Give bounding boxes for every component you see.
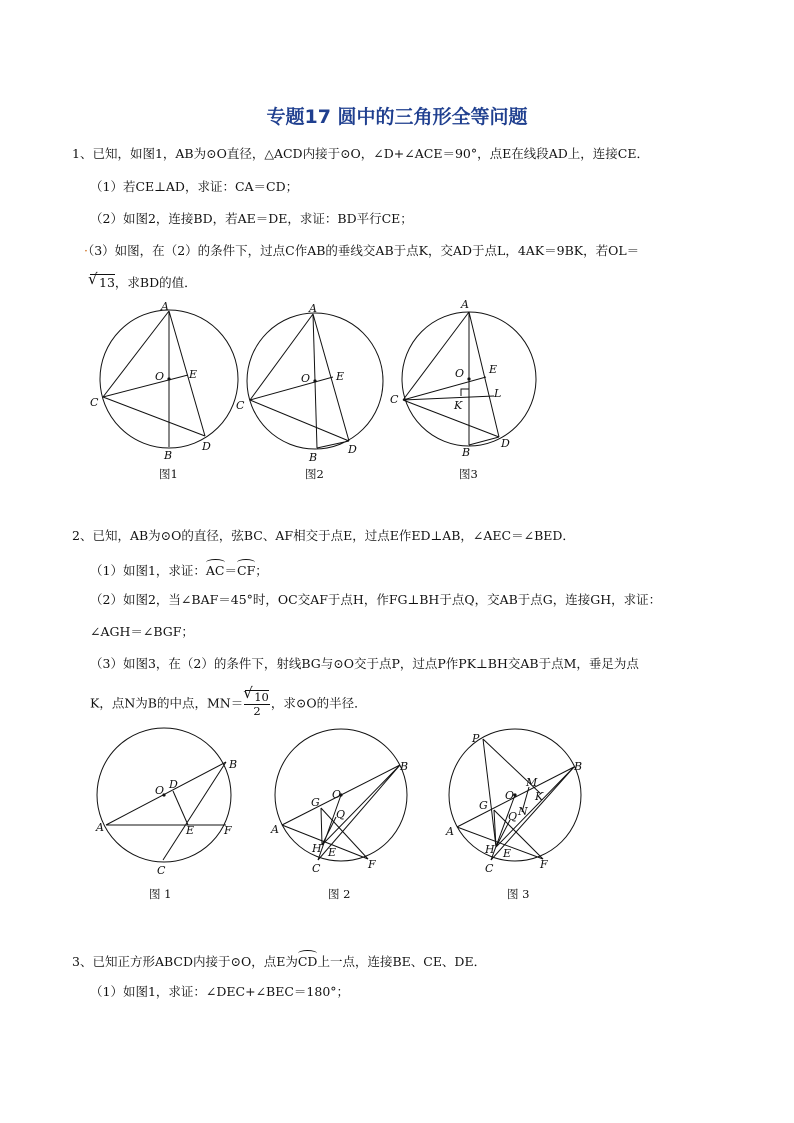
problem-2-part-2-cont: ∠AGH＝∠BGF； (90, 624, 194, 639)
label-K: K (454, 399, 463, 412)
p1-figure-1 (90, 300, 245, 485)
label-E: E (503, 847, 512, 860)
arc-CF: CF (237, 560, 255, 579)
label-C: C (90, 396, 99, 409)
label-B: B (309, 451, 318, 464)
label-H: H (312, 842, 322, 855)
label-O: O (155, 370, 165, 383)
p1-figure-2 (236, 300, 395, 485)
label-E: E (336, 370, 345, 383)
label-B: B (164, 449, 173, 462)
label-Q: Q (508, 810, 518, 823)
fraction: √ $\frac{10}{2}$ (244, 690, 270, 718)
label-O: O (155, 784, 165, 797)
edit-mark: · (84, 243, 88, 258)
label-K: K (535, 790, 544, 803)
label-C: C (390, 393, 399, 406)
label-O: O (455, 367, 465, 380)
label-A: A (271, 823, 279, 836)
label-Q: Q (336, 808, 346, 821)
arc-CD: CD (298, 951, 318, 970)
caption: 图 2 (328, 887, 351, 901)
label-A: A (96, 821, 104, 834)
label-B: B (229, 758, 238, 771)
problem-1-stem (72, 146, 649, 162)
label-F: F (540, 858, 548, 871)
label-P: P (472, 732, 480, 745)
problem-2-part-2: （2）如图2，当∠BAF＝45°时，OC交AF于点H，作FG⊥BH于点Q，交AB于点G，连接GH，求证： (90, 592, 662, 607)
label-E: E (328, 846, 337, 859)
label-F: F (224, 824, 232, 837)
caption: 图1 (159, 467, 178, 481)
problem-1-part-1: （1）若CE⊥AD，求证：CA＝CD； (90, 179, 299, 194)
caption: 图 3 (507, 887, 530, 901)
page-title: 专题17 圆中的三角形全等问题 (266, 106, 528, 128)
label-A: A (446, 825, 454, 838)
problem-1-text: 已知，如图1，AB为⊙O直径，△ACD内接于⊙O，∠D+∠ACE＝90°，点E在线段AD上，连接CE． (92, 146, 649, 161)
label-O: O (301, 372, 311, 385)
label-A: A (161, 300, 169, 313)
caption: 图 1 (149, 887, 172, 901)
label-G: G (311, 796, 320, 809)
problem-1-part-3: ·（3）如图，在（2）的条件下，过点C作AB的垂线交AB于点K，交AD于点L，4AK＝9BK，若OL＝ (84, 243, 640, 258)
label-E: E (189, 368, 198, 381)
label-E: E (186, 824, 195, 837)
problem-3-part-1: （1）如图1，求证：∠DEC+∠BEC＝180°； (90, 984, 350, 999)
label-B: B (462, 446, 471, 459)
p1-figure-3 (390, 298, 548, 485)
label-H: H (485, 843, 495, 856)
label-C: C (485, 862, 494, 875)
label-M: M (526, 776, 538, 789)
label-C: C (312, 862, 321, 875)
problem-3-number: 3、 (72, 954, 93, 969)
problem-1-number: 1、 (72, 146, 93, 161)
label-C: C (157, 864, 166, 877)
label-B: B (400, 760, 409, 773)
problem-3-stem: 3、已知正方形ABCD内接于⊙O，点E为CD上一点，连接BE、CE、DE． (72, 951, 486, 970)
problem-2-text: 已知，AB为⊙O的直径，弦BC、AF相交于点E，过点E作ED⊥AB，∠AEC＝∠BED． (92, 528, 575, 543)
problem-1-part-2: （2）如图2，连接BD，若AE＝DE，求证：BD平行CE； (90, 211, 413, 226)
label-A: A (309, 302, 317, 315)
problem-1-part-3-cont: √ 13，求BD的值． (90, 274, 197, 291)
label-B: B (574, 760, 583, 773)
problem-2-part-1: （1）如图1，求证：AC＝CF； (90, 560, 268, 579)
caption: 图3 (459, 467, 478, 481)
label-D: D (169, 778, 178, 791)
sqrt-13: √ 13 (90, 274, 115, 291)
label-A: A (461, 298, 469, 311)
p2-figure-1 (95, 730, 255, 910)
problem-2-part-3-cont: K，点N为B的中点，MN＝ √ $\frac{10}{2}$ ，求⊙O的半径． (90, 690, 367, 718)
caption: 图2 (305, 467, 324, 481)
p2-figure-3 (445, 730, 605, 910)
arc-AC: AC (206, 560, 225, 579)
label-D: D (348, 443, 357, 456)
label-C: C (236, 399, 245, 412)
label-O: O (332, 788, 342, 801)
p2-figure-2 (270, 730, 430, 910)
label-D: D (202, 440, 211, 453)
label-O: O (505, 789, 515, 802)
label-D: D (501, 437, 510, 450)
problem-2-stem (72, 528, 575, 544)
problem-2-part-3: （3）如图3，在（2）的条件下，射线BG与⊙O交于点P，过点P作PK⊥BH交AB于点M，垂足为点 (90, 656, 639, 671)
label-G: G (479, 799, 488, 812)
label-L: L (494, 387, 502, 400)
label-N: N (518, 805, 528, 818)
problem-2-number: 2、 (72, 528, 93, 543)
label-F: F (368, 858, 376, 871)
label-E: E (489, 363, 498, 376)
